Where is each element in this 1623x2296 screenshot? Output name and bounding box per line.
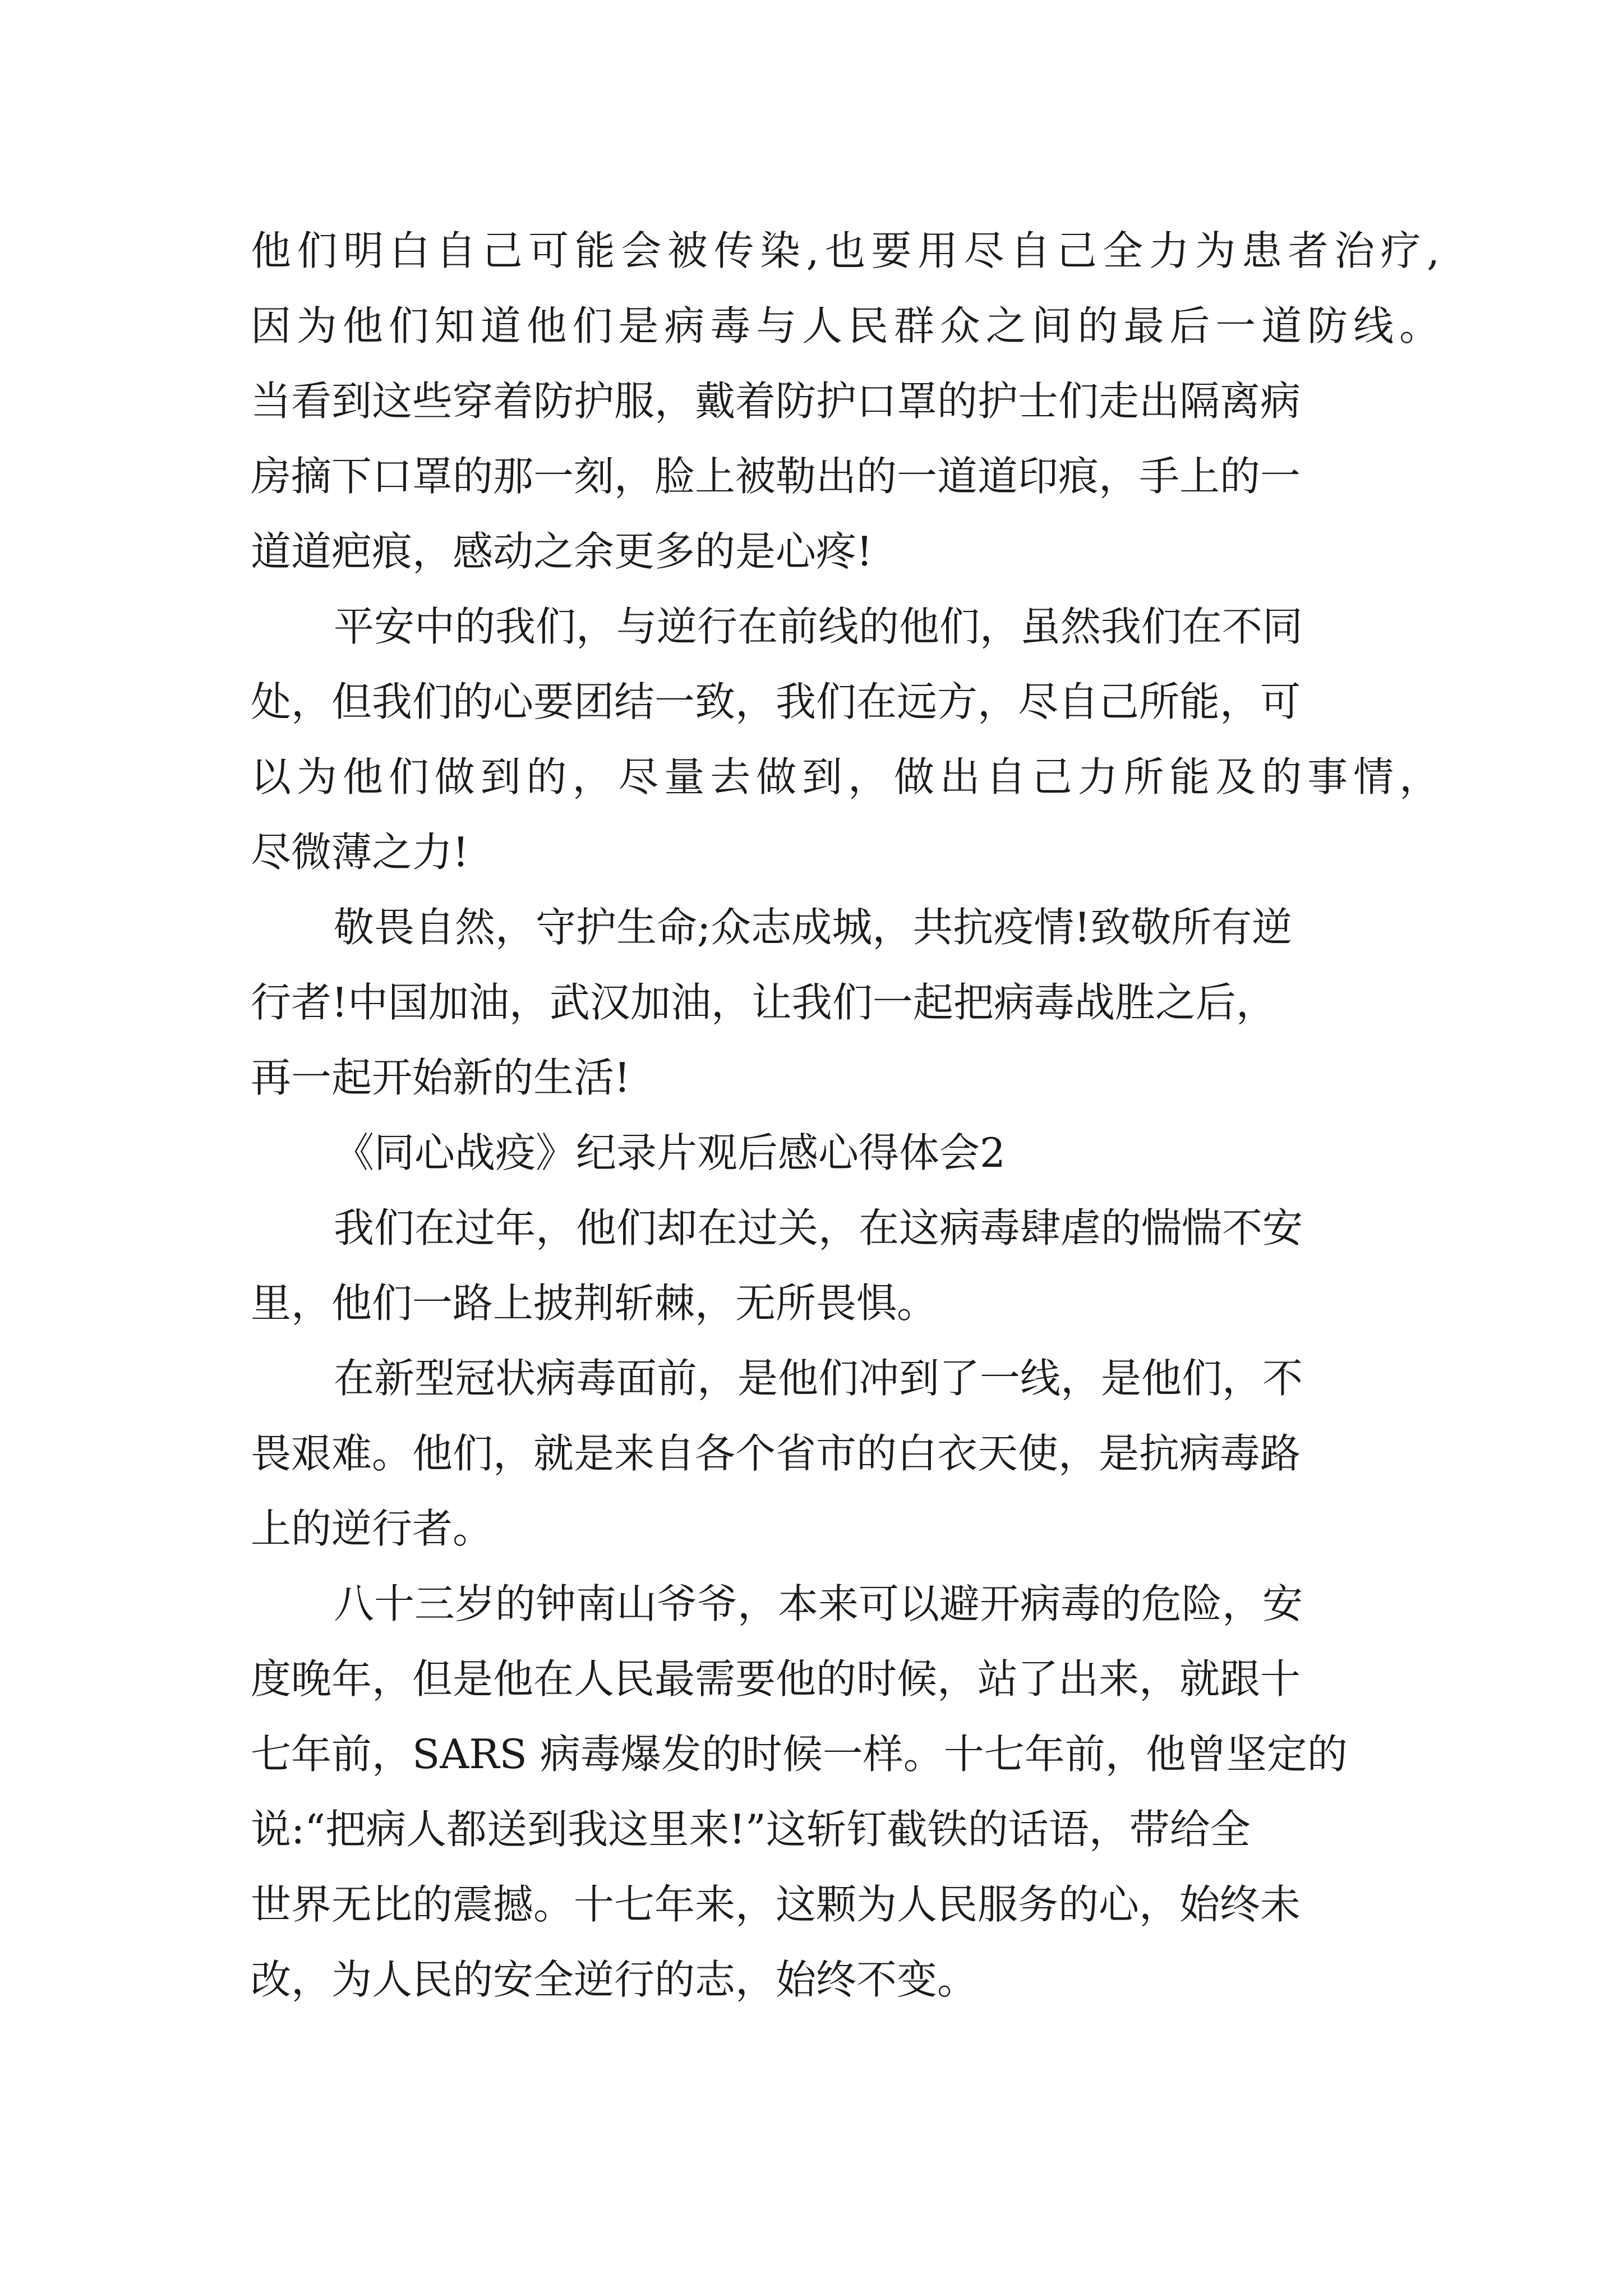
text-line: 当看到这些穿着防护服，戴着防护口罩的护士们走出隔离病 [251,378,1301,425]
text-line: 尽微薄之力! [251,829,469,876]
text-line: 敬畏自然，守护生命;众志成城，共抗疫情!致敬所有逆 [334,904,1293,951]
text-line: 行者!中国加油，武汉加油，让我们一起把病毒战胜之后， [251,979,1276,1026]
text-line: 八十三岁的钟南山爷爷，本来可以避开病毒的危险，安 [334,1580,1303,1627]
text-line: 七年前，SARS 病毒爆发的时候一样。十七年前，他曾坚定的 [251,1731,1348,1778]
text-line: 改，为人民的安全逆行的志，始终不变。 [251,1956,978,2003]
text-line: 房摘下口罩的那一刻，脸上被勒出的一道道印痕，手上的一 [251,453,1301,500]
text-line: 度晚年，但是他在人民最需要他的时候，站了出来，就跟十 [251,1655,1301,1703]
text-line: 世界无比的震撼。十七年来，这颗为人民服务的心，始终未 [251,1881,1301,1928]
text-line: 因为他们知道他们是病毒与人民群众之间的最后一道防线。 [251,302,1440,349]
text-line: 他们明白自己可能会被传染,也要用尽自己全力为患者治疗, [251,227,1440,274]
text-line: 在新型冠状病毒面前，是他们冲到了一线，是他们，不 [334,1355,1303,1402]
text-line: 处，但我们的心要团结一致，我们在远方，尽自己所能，可 [251,678,1301,725]
text-line: 说:“把病人都送到我这里来!”这斩钉截铁的话语，带给全 [251,1806,1251,1853]
text-line: 里，他们一路上披荆斩棘，无所畏惧。 [251,1280,938,1327]
text-line: 以为他们做到的，尽量去做到，做出自己力所能及的事情， [251,753,1440,800]
text-line: 再一起开始新的生活! [251,1054,630,1101]
text-line: 平安中的我们，与逆行在前线的他们，虽然我们在不同 [334,603,1303,650]
text-line: 上的逆行者。 [251,1505,494,1552]
text-line: 畏艰难。他们，就是来自各个省市的白衣天使，是抗病毒路 [251,1430,1301,1477]
text-line: 《同心战疫》纪录片观后感心得体会2 [334,1129,1006,1176]
text-line: 我们在过年，他们却在过关，在这病毒肆虐的惴惴不安 [334,1204,1303,1251]
body-text [251,213,1440,2017]
text-line: 道道疤痕，感动之余更多的是心疼! [251,528,873,575]
